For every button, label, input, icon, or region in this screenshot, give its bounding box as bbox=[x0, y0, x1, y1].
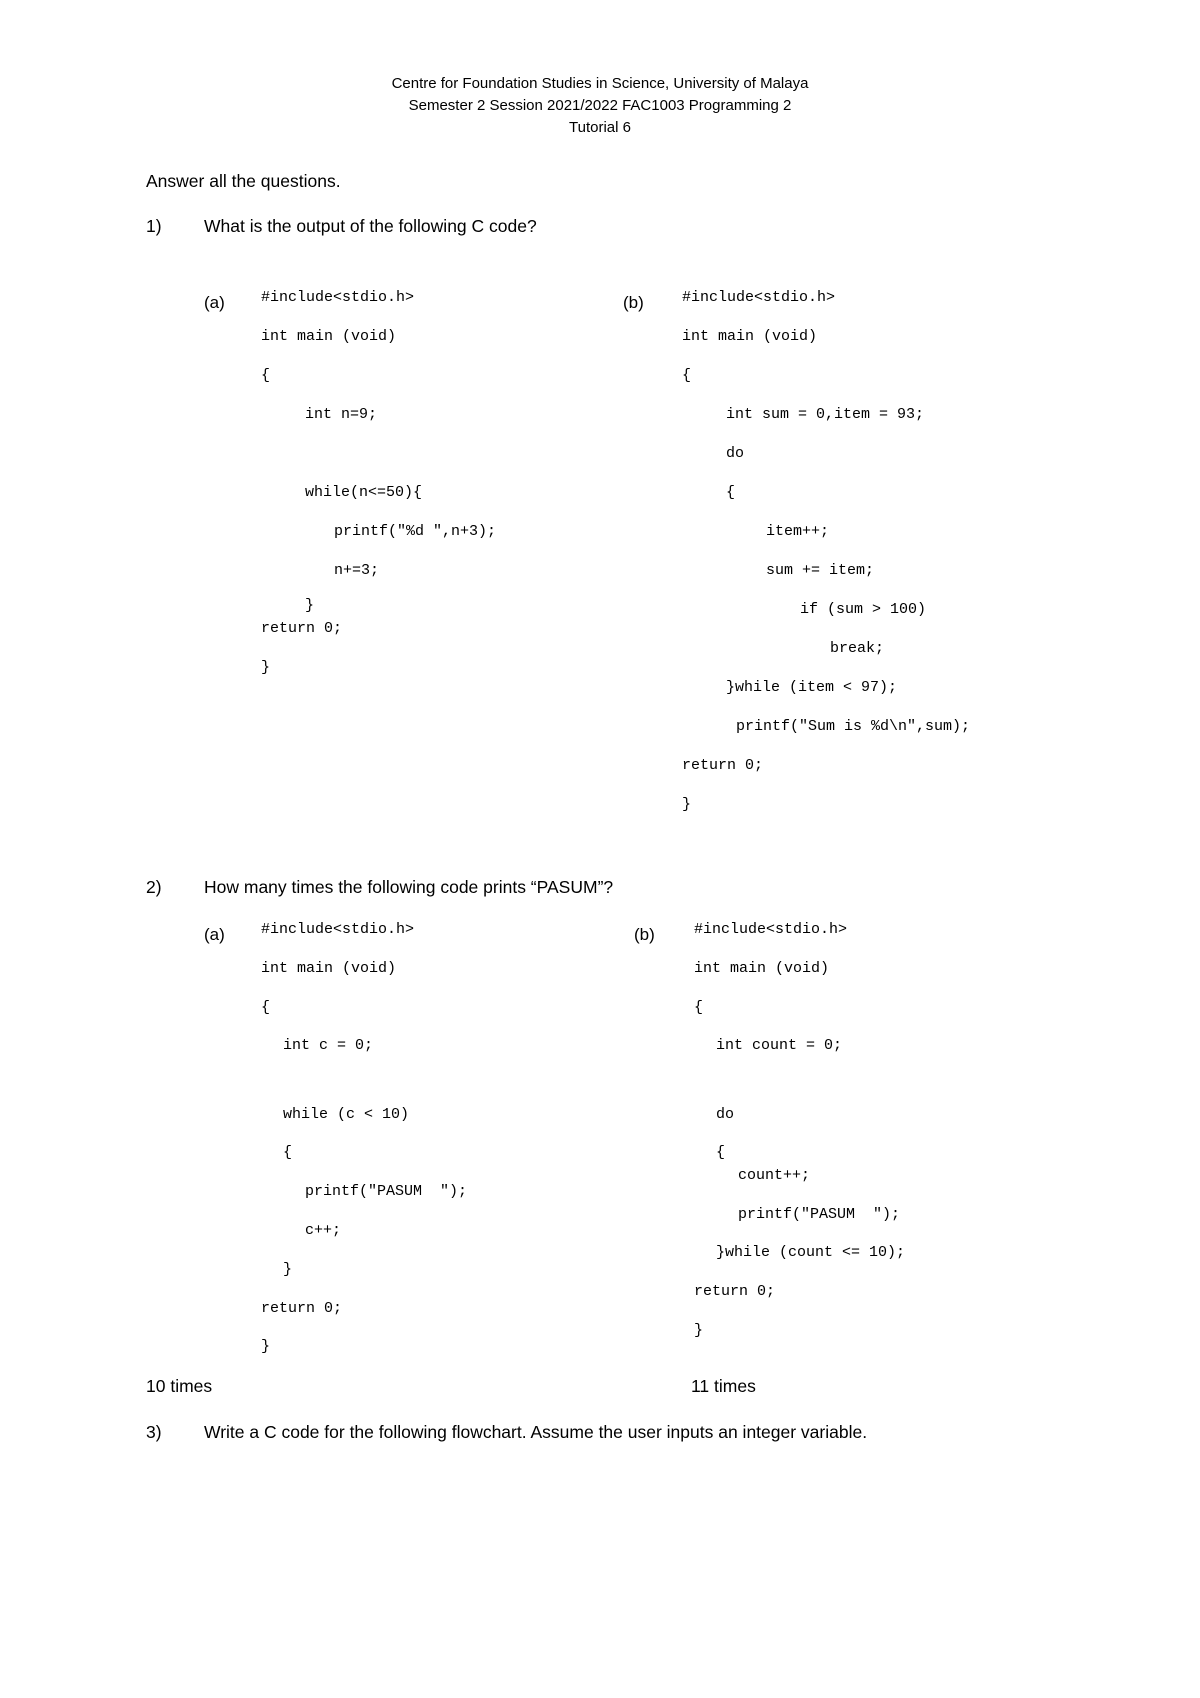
q2a-answer: 10 times bbox=[146, 1376, 213, 1396]
q2b-code-line: } bbox=[694, 1322, 704, 1339]
q2a-code-line: printf("PASUM "); bbox=[305, 1183, 468, 1200]
q1a-code-line: while(n<=50){ bbox=[305, 484, 423, 501]
q1a-code-line: { bbox=[261, 367, 271, 384]
q1b-code-line: break; bbox=[830, 640, 885, 657]
q2a-code-line: c++; bbox=[305, 1222, 342, 1239]
q2b-label: (b) bbox=[634, 925, 655, 944]
q1a-label: (a) bbox=[204, 293, 225, 312]
q1b-code-line: { bbox=[726, 484, 736, 501]
q1b-code-line: if (sum > 100) bbox=[800, 601, 927, 618]
q2a-code-line: while (c < 10) bbox=[283, 1106, 410, 1123]
q2a-code-line: } bbox=[283, 1261, 293, 1278]
q1b-code-line: printf("Sum is %d\n",sum); bbox=[736, 718, 971, 735]
q1a-code-line: } bbox=[305, 597, 315, 614]
q1b-code-line: int main (void) bbox=[682, 328, 818, 345]
q1a-code-line: n+=3; bbox=[334, 562, 380, 579]
q2b-code-line: { bbox=[716, 1144, 726, 1161]
q2b-code-line: int count = 0; bbox=[716, 1037, 843, 1054]
q2b-code-line: #include<stdio.h> bbox=[694, 921, 848, 938]
q2b-code-line: }while (count <= 10); bbox=[716, 1244, 906, 1261]
q2a-code-line: #include<stdio.h> bbox=[261, 921, 415, 938]
q2a-code-line: return 0; bbox=[261, 1300, 343, 1317]
q1a-code-line: return 0; bbox=[261, 620, 343, 637]
q2a-code-line: int c = 0; bbox=[283, 1037, 374, 1054]
q2b-code-line: printf("PASUM "); bbox=[738, 1206, 901, 1223]
q2a-code-line: { bbox=[283, 1144, 293, 1161]
q1a-code-line: } bbox=[261, 659, 271, 676]
instructions: Answer all the questions. bbox=[146, 171, 341, 191]
q2-number: 2) bbox=[146, 877, 162, 897]
q2b-answer: 11 times bbox=[691, 1376, 756, 1396]
q2b-code-line: count++; bbox=[738, 1167, 811, 1184]
q3-text: Write a C code for the following flowchart. Assume the user inputs an integer variable. bbox=[204, 1422, 868, 1442]
q1b-code-line: item++; bbox=[766, 523, 830, 540]
q2a-code-line: } bbox=[261, 1338, 271, 1355]
q2b-code-line: int main (void) bbox=[694, 960, 830, 977]
header-institution: Centre for Foundation Studies in Science, University of Malaya bbox=[391, 75, 809, 92]
q1b-code-line: do bbox=[726, 445, 745, 462]
q2b-code-line: { bbox=[694, 999, 704, 1016]
q2a-code-line: int main (void) bbox=[261, 960, 397, 977]
q2b-code-line: do bbox=[716, 1106, 735, 1123]
q1b-code-line: }while (item < 97); bbox=[726, 679, 898, 696]
q1b-code-line: return 0; bbox=[682, 757, 764, 774]
q1a-code-line: printf("%d ",n+3); bbox=[334, 523, 497, 540]
q1b-code-line: } bbox=[682, 796, 692, 813]
q2a-label: (a) bbox=[204, 925, 225, 944]
q1b-code-line: sum += item; bbox=[766, 562, 875, 579]
q2-text: How many times the following code prints “PASUM”? bbox=[204, 877, 614, 897]
header-tutorial: Tutorial 6 bbox=[569, 119, 631, 136]
q1b-code-line: #include<stdio.h> bbox=[682, 289, 836, 306]
header-course: Semester 2 Session 2021/2022 FAC1003 Programming 2 bbox=[408, 97, 792, 114]
q1-number: 1) bbox=[146, 216, 162, 236]
q1b-code-line: int sum = 0,item = 93; bbox=[726, 406, 925, 423]
q1a-code-line: int n=9; bbox=[305, 406, 378, 423]
q1b-label: (b) bbox=[623, 293, 644, 312]
q1a-code-line: #include<stdio.h> bbox=[261, 289, 415, 306]
q1b-code-line: { bbox=[682, 367, 692, 384]
q2a-code-line: { bbox=[261, 999, 271, 1016]
q3-number: 3) bbox=[146, 1422, 162, 1442]
q1-text: What is the output of the following C code? bbox=[204, 216, 537, 236]
q1a-code-line: int main (void) bbox=[261, 328, 397, 345]
q2b-code-line: return 0; bbox=[694, 1283, 776, 1300]
